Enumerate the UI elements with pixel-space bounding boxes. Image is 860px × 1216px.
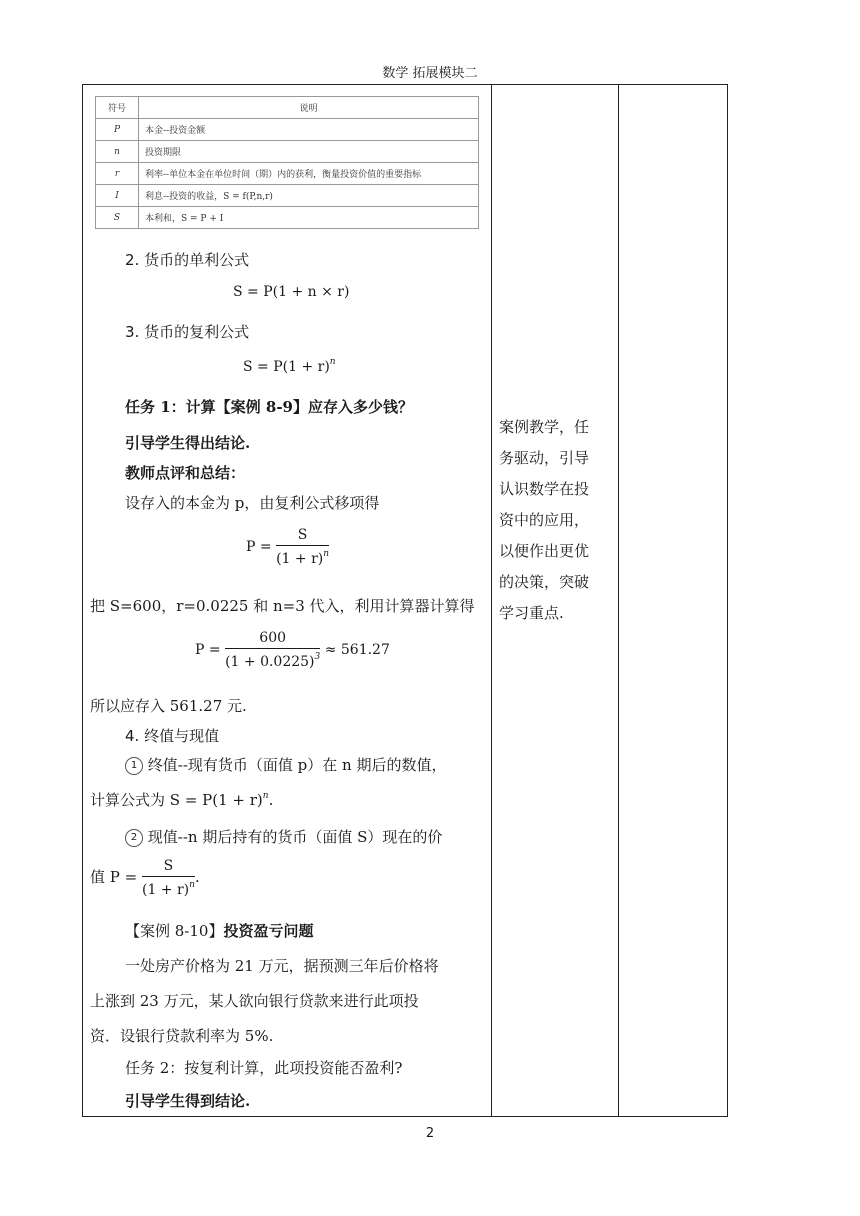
case-paragraph-line-1: 一处房产价格为 21 万元，据预测三年后价格将 bbox=[125, 957, 439, 975]
symbol-cell: r bbox=[96, 163, 139, 185]
symbol-cell: P bbox=[96, 119, 139, 141]
section-heading-compound-interest: 3. 货币的复利公式 bbox=[125, 323, 250, 341]
page-number: 2 bbox=[425, 1126, 435, 1141]
case-heading bbox=[125, 920, 313, 941]
guide-line-2: 引导学生得到结论. bbox=[125, 1092, 251, 1110]
circled-number-1: 1 bbox=[125, 757, 143, 775]
calculation-formula bbox=[195, 630, 390, 670]
symbol-table bbox=[95, 96, 479, 229]
pv-denominator-exponent: n bbox=[323, 549, 330, 559]
calc-result: ≈ 561.27 bbox=[324, 642, 390, 658]
table-row bbox=[96, 141, 479, 163]
task-1: 任务 1：计算【案例 8-9】应存入多少钱？ bbox=[125, 398, 413, 416]
teaching-note-line: 认识数学在投 bbox=[499, 480, 590, 498]
present-value-denominator bbox=[142, 877, 195, 898]
description-cell: 利率--单位本金在单位时间（期）内的获利，衡量投资价值的重要指标 bbox=[139, 163, 479, 185]
pv-lhs: P = bbox=[246, 539, 272, 555]
future-value-item bbox=[125, 754, 447, 775]
case-title: 投资盈亏问题 bbox=[223, 922, 314, 940]
description-cell: 本利和，S = P + I bbox=[139, 207, 479, 229]
simple-interest-formula-text: S = P(1 + n × r) bbox=[233, 284, 350, 300]
calc-denominator-base: (1 + 0.0225) bbox=[225, 654, 315, 670]
pv-denominator bbox=[276, 546, 329, 567]
column-divider-2 bbox=[618, 85, 619, 1117]
answer-text: 所以应存入 561.27 元. bbox=[90, 697, 247, 715]
present-value-denominator-base: (1 + r) bbox=[141, 882, 190, 898]
table-row bbox=[96, 119, 479, 141]
present-value-text: 现值--n 期后持有的货币（面值 S）现在的价 bbox=[147, 828, 443, 846]
present-value-line-prefix: 值 P = bbox=[90, 868, 138, 886]
compound-formula-base: S = P(1 + r) bbox=[243, 359, 330, 375]
teaching-note-line: 资中的应用， bbox=[499, 511, 590, 529]
present-value-numerator: S bbox=[142, 858, 195, 877]
future-value-text: 终值--现有货币（面值 p）在 n 期后的数值， bbox=[147, 756, 447, 774]
description-cell: 本金--投资金额 bbox=[139, 119, 479, 141]
pv-numerator: S bbox=[276, 527, 329, 546]
symbol-cell: n bbox=[96, 141, 139, 163]
table-row bbox=[96, 185, 479, 207]
teaching-note-line: 以便作出更优 bbox=[499, 542, 590, 560]
compound-interest-formula bbox=[243, 357, 336, 375]
present-value-denominator-exponent: n bbox=[189, 880, 195, 890]
case-paragraph-line-3: 资．设银行贷款利率为 5%. bbox=[90, 1027, 274, 1045]
pv-fraction bbox=[276, 527, 329, 567]
calc-denominator-exponent: 3 bbox=[314, 652, 321, 662]
description-column-header: 说明 bbox=[139, 97, 479, 119]
circled-number-2: 2 bbox=[125, 829, 143, 847]
section-heading-future-present-value: 4. 终值与现值 bbox=[125, 727, 220, 745]
teaching-note bbox=[499, 412, 611, 629]
task-2: 任务 2：按复利计算，此项投资能否盈利? bbox=[125, 1059, 403, 1077]
teacher-review-heading: 教师点评和总结： bbox=[125, 464, 246, 482]
table-row bbox=[96, 207, 479, 229]
calc-lhs: P = bbox=[195, 642, 221, 658]
calc-fraction bbox=[225, 630, 320, 670]
section-heading-simple-interest: 2. 货币的单利公式 bbox=[125, 251, 250, 269]
future-value-exponent: n bbox=[262, 791, 269, 801]
guide-line-1: 引导学生得出结论. bbox=[125, 434, 251, 452]
case-number: 【案例 8-10】 bbox=[125, 922, 224, 940]
page-header: 数学 拓展模块二 bbox=[382, 66, 478, 81]
teaching-note-line: 案例教学，任 bbox=[499, 418, 590, 436]
symbol-cell: I bbox=[96, 185, 139, 207]
calc-numerator: 600 bbox=[225, 630, 320, 649]
teaching-note-line: 学习重点. bbox=[499, 604, 564, 622]
present-value-item bbox=[125, 826, 442, 847]
description-cell: 利息--投资的收益，S = f(P,n,r) bbox=[139, 185, 479, 207]
present-value-formula bbox=[246, 527, 329, 567]
future-value-formula-line: 计算公式为 $S = P(1 + r)^n$. bbox=[90, 791, 274, 809]
symbol-column-header: 符号 bbox=[96, 97, 139, 119]
substitution-text: 把 S=600，r=0.0225 和 n=3 代入，利用计算器计算得 bbox=[90, 597, 475, 615]
teaching-note-line: 务驱动，引导 bbox=[499, 449, 590, 467]
compound-formula-exponent: n bbox=[329, 357, 336, 367]
table-row bbox=[96, 163, 479, 185]
case-paragraph-line-2: 上涨到 23 万元，某人欲向银行贷款来进行此项投 bbox=[90, 992, 419, 1010]
column-divider-1 bbox=[491, 85, 492, 1117]
teaching-note-line: 的决策，突破 bbox=[499, 573, 590, 591]
simple-interest-formula bbox=[233, 284, 349, 300]
present-value-fraction bbox=[142, 858, 195, 898]
present-value-formula-line: 值 P = $\frac{S}{(1 + r)^n}$ . bbox=[90, 858, 200, 898]
future-value-formula-text: 计算公式为 S = P(1 + r) bbox=[90, 791, 263, 809]
description-cell: 投资期限 bbox=[139, 141, 479, 163]
symbol-cell: S bbox=[96, 207, 139, 229]
calc-denominator bbox=[225, 649, 320, 670]
set-principal-text: 设存入的本金为 p，由复利公式移项得 bbox=[125, 494, 380, 512]
pv-denominator-base: (1 + r) bbox=[276, 551, 324, 567]
